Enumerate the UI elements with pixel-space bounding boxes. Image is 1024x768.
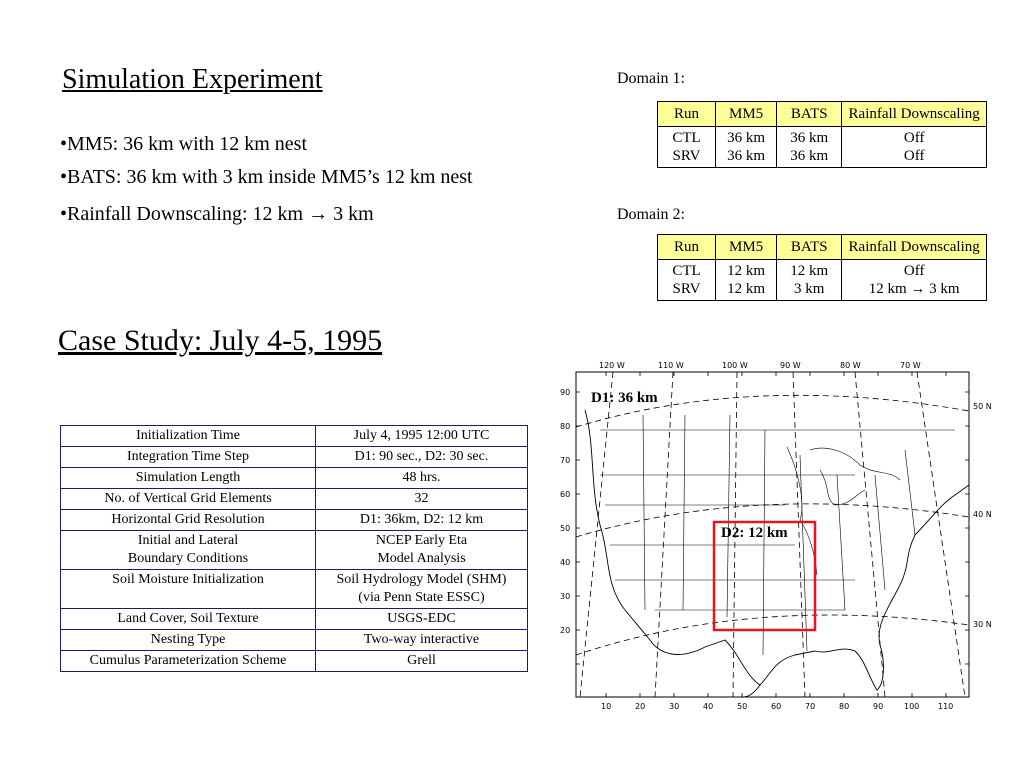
config-key: Horizontal Grid Resolution [61, 510, 316, 531]
left-tick-label: 20 [560, 626, 571, 635]
bullet-bats: •BATS: 36 km with 3 km inside MM5’s 12 km nest [60, 166, 473, 188]
bottom-tick-label: 50 [737, 702, 748, 711]
header-cell: Rainfall Downscaling [842, 102, 987, 127]
header-cell: MM5 [716, 235, 777, 260]
rain-cell: Off 12 km → 3 km [842, 260, 987, 301]
bottom-tick-label: 40 [703, 702, 714, 711]
config-value: D1: 36km, D2: 12 km [316, 510, 528, 531]
domain2-label: Domain 2: [617, 206, 685, 223]
table-row [61, 651, 528, 672]
left-tick-label: 60 [560, 490, 571, 499]
table-row [61, 609, 528, 630]
table-row [61, 531, 528, 570]
table-row [61, 570, 528, 609]
header-cell: Rainfall Downscaling [842, 235, 987, 260]
header-cell: BATS [777, 102, 842, 127]
table-row [61, 510, 528, 531]
left-tick-label: 30 [560, 592, 571, 601]
left-tick-label: 70 [560, 456, 571, 465]
config-key: Initial and Lateral Boundary Conditions [61, 531, 316, 570]
right-tick-label: 50 N [973, 402, 992, 411]
run-cell: CTL SRV [658, 260, 716, 301]
table-row [61, 447, 528, 468]
bottom-tick-label: 10 [601, 702, 612, 711]
run-cell: CTL SRV [658, 127, 716, 168]
table-row [61, 489, 528, 510]
table-row [658, 260, 987, 301]
bottom-tick-label: 70 [805, 702, 816, 711]
config-value: 48 hrs. [316, 468, 528, 489]
slide-title: Simulation Experiment [62, 64, 323, 95]
domain1-label: Domain 1: [617, 70, 685, 87]
left-tick-label: 80 [560, 422, 571, 431]
config-value: NCEP Early Eta Model Analysis [316, 531, 528, 570]
table-row [658, 127, 987, 168]
bottom-tick-label: 90 [873, 702, 884, 711]
mm5-cell: 12 km 12 km [716, 260, 777, 301]
bullet-list [60, 132, 473, 226]
header-cell: Run [658, 235, 716, 260]
top-tick-label: 100 W [722, 361, 748, 370]
case-study-title: Case Study: July 4-5, 1995 [58, 324, 383, 357]
config-key: Integration Time Step [61, 447, 316, 468]
domain2-table [657, 234, 987, 301]
table-row [61, 468, 528, 489]
top-tick-label: 90 W [780, 361, 801, 370]
config-value: Two-way interactive [316, 630, 528, 651]
config-value: USGS-EDC [316, 609, 528, 630]
rain-cell: Off Off [842, 127, 987, 168]
top-tick-label: 80 W [840, 361, 861, 370]
bottom-tick-label: 110 [938, 702, 954, 711]
config-value: Soil Hydrology Model (SHM) (via Penn State ESSC) [316, 570, 528, 609]
config-key: Nesting Type [61, 630, 316, 651]
bottom-tick-label: 60 [771, 702, 782, 711]
bottom-tick-label: 30 [669, 702, 680, 711]
config-key: No. of Vertical Grid Elements [61, 489, 316, 510]
d2-label: D2: 12 km [721, 525, 788, 541]
top-tick-label: 70 W [900, 361, 921, 370]
table-row [61, 426, 528, 447]
config-value: 32 [316, 489, 528, 510]
domain-map [555, 355, 995, 715]
table-row [61, 630, 528, 651]
table-header-row [658, 102, 987, 127]
config-value: D1: 90 sec., D2: 30 sec. [316, 447, 528, 468]
config-value: Grell [316, 651, 528, 672]
right-tick-label: 30 N [973, 620, 992, 629]
top-tick-label: 120 W [599, 361, 625, 370]
left-tick-label: 90 [560, 388, 571, 397]
right-tick-label: 40 N [973, 510, 992, 519]
header-cell: MM5 [716, 102, 777, 127]
config-value: July 4, 1995 12:00 UTC [316, 426, 528, 447]
top-tick-label: 110 W [658, 361, 684, 370]
left-tick-label: 40 [560, 558, 571, 567]
d1-label: D1: 36 km [591, 390, 658, 406]
domain1-table [657, 101, 987, 168]
header-cell: BATS [777, 235, 842, 260]
config-key: Land Cover, Soil Texture [61, 609, 316, 630]
config-key: Simulation Length [61, 468, 316, 489]
bottom-tick-label: 20 [635, 702, 646, 711]
bullet-rainfall: •Rainfall Downscaling: 12 km → 3 km [60, 203, 374, 225]
mm5-cell: 36 km 36 km [716, 127, 777, 168]
left-tick-label: 50 [560, 524, 571, 533]
bullet-mm5: •MM5: 36 km with 12 km nest [60, 133, 308, 155]
bats-cell: 12 km 3 km [777, 260, 842, 301]
bottom-tick-label: 100 [904, 702, 920, 711]
bats-cell: 36 km 36 km [777, 127, 842, 168]
table-header-row [658, 235, 987, 260]
simulation-config-table [60, 425, 528, 672]
config-key: Soil Moisture Initialization [61, 570, 316, 609]
bottom-tick-label: 80 [839, 702, 850, 711]
config-key: Initialization Time [61, 426, 316, 447]
config-key: Cumulus Parameterization Scheme [61, 651, 316, 672]
header-cell: Run [658, 102, 716, 127]
